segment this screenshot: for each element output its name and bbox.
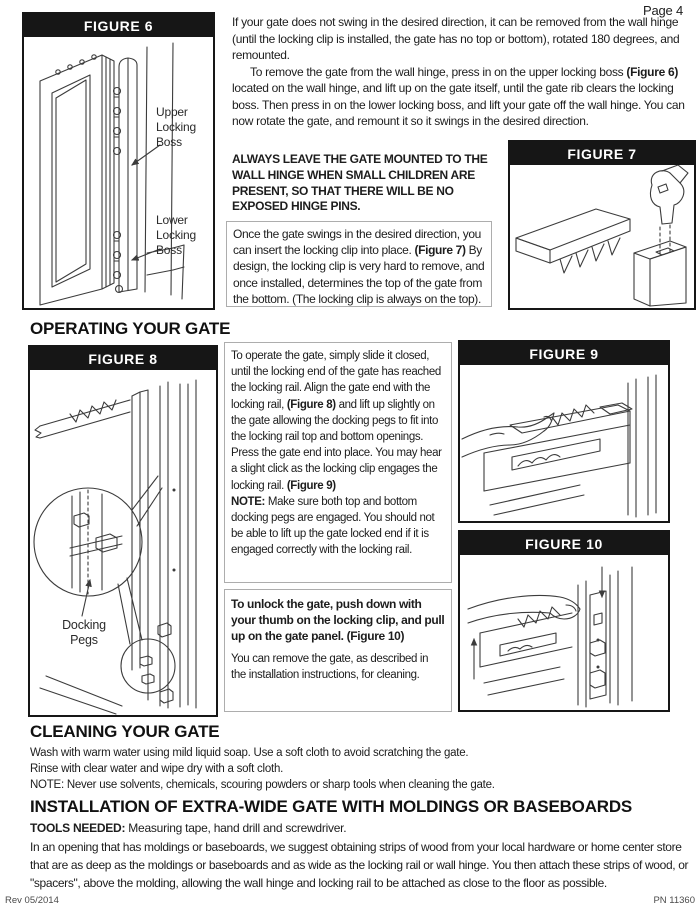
upper-locking-boss-label: Upper Locking Boss [156,105,196,149]
thumb-unlock-drawing [460,555,668,710]
figure-9-reference: (Figure 9) [286,479,336,492]
figure-10-illustration [460,555,668,710]
figure-7-title: FIGURE 7 [510,142,694,165]
removal-paragraph-1: If your gate does not swing in the desired direction, it can be removed from the wall hinge (until the locking clip is installed, the gate has no top or bottom), rotated 180 degrees, and remounted. [232,15,680,62]
figure-10-title: FIGURE 10 [460,532,668,555]
part-number-label: PN 11360 [653,895,695,906]
note-label: NOTE: [231,495,266,508]
locking-clip-note-box: Once the gate swings in the desired direction, you can insert the locking clip into place. (Figure 7) By design, the locking clip is very hard to remove, and once installed, determines the top of the gate from the bottom. (The locking clip is always on the top). [226,221,492,307]
figure-6-title: FIGURE 6 [24,14,213,37]
figure-8-reference: (Figure 8) [286,398,336,411]
operating-heading: OPERATING YOUR GATE [30,319,231,338]
installation-heading: INSTALLATION OF EXTRA-WIDE GATE WITH MOLDINGS OR BASEBOARDS [30,797,633,816]
figure-6-illustration [24,37,213,308]
removal-paragraph-2: To remove the gate from the wall hinge, press in on the upper locking boss (Figure 6) located on the wall hinge, and lift up on the gate itself, until the gate rib clears the locking boss. Then press in on the lower locking boss, and lift your gate off the wall hinge. You can now rotate the gate, and remount it so it swings in the desired direction. [232,64,685,128]
docking-pegs-drawing [30,370,216,715]
operating-instructions-box [224,342,452,583]
operating-note: NOTE: Make sure both top and bottom docking pegs are engaged. You should not be able to lift up the gate locked end if it is engaged correctly with the locking rail. [231,495,435,557]
installation-paragraph: In an opening that has moldings or baseboards, we suggest obtaining strips of wood from your local hardware or home center store that are as deep as the moldings or baseboards and as wide as the locking rail or wall hinge. You then attach these strips of wood, or "spacers", above the molding, allowing the wall hinge and locking rail to be attached as close to the floor as possible. [30,840,689,890]
figure-7 [508,140,696,310]
figure-6 [22,12,215,310]
cleaning-line-3: NOTE: Never use solvents, chemicals, scouring powders or sharp tools when cleaning the gate. [30,779,495,791]
tools-needed-line: TOOLS NEEDED: Measuring tape, hand drill and screwdriver. [30,821,347,835]
tools-needed-label: TOOLS NEEDED: [30,821,126,835]
figure-10 [458,530,670,712]
page-number: Page 4 [642,3,683,18]
operating-paragraph: To operate the gate, simply slide it closed, until the locking end of the gate has reached the locking rail. Align the gate end with the locking rail, (Figure 8) and lift up slightly on the gate allowing the docking pegs to fit into the locking rail top and bottom openings. Press the gate end into place. You may hear a slight click as the locking clip engages the locking rail. (Figure 9) [231,350,442,492]
cleaning-heading: CLEANING YOUR GATE [30,722,220,741]
figure-7-reference: (Figure 7) [414,243,466,258]
removal-instructions [232,14,695,130]
figure-9-illustration [460,365,668,521]
figure-6-reference: (Figure 6) [626,64,679,79]
figure-9-title: FIGURE 9 [460,342,668,365]
remove-for-cleaning-text: You can remove the gate, as described in the installation instructions, for cleaning. [231,652,429,681]
figure-8 [28,345,218,717]
docking-pegs-label: Docking Pegs [62,618,106,647]
cleaning-instructions [30,745,670,793]
figure-7-illustration [510,165,694,308]
locking-clip-drawing [510,165,694,308]
revision-label: Rev 05/2014 [5,895,59,906]
safety-warning: ALWAYS LEAVE THE GATE MOUNTED TO THE WALL HINGE WHEN SMALL CHILDREN ARE PRESENT, SO THAT THERE WILL BE NO EXPOSED HINGE PINS. [232,152,488,214]
hand-pressing-gate-drawing [460,365,668,521]
figure-9 [458,340,670,523]
unlock-bold-text: To unlock the gate, push down with your thumb on the locking clip, and pull up on the gate panel. (Figure 10) [231,597,445,644]
unlock-instructions-box [224,589,452,712]
cleaning-line-2: Rinse with clear water and wipe dry with a soft cloth. [30,763,284,775]
cleaning-line-1: Wash with warm water using mild liquid soap. Use a soft cloth to avoid scratching the gate. [30,747,469,759]
gate-wall-hinge-drawing [24,37,213,308]
figure-8-illustration [30,370,216,715]
lower-locking-boss-label: Lower Locking Boss [156,213,196,257]
figure-8-title: FIGURE 8 [30,347,216,370]
